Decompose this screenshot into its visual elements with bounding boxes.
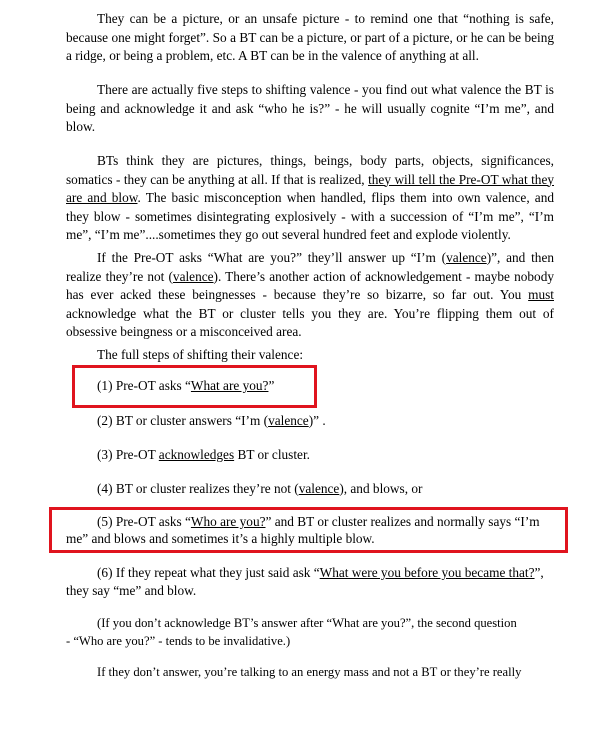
- step-5-line-2: me” and blows and sometimes it’s a highly multiple blow.: [66, 531, 375, 546]
- paragraph-five-steps: There are actually five steps to shifting valence - you find out what valence the BT is being and acknowledge it and ask “who he is?” - he will usually cognite “I’m me”, and blow.: [66, 82, 554, 134]
- step-6-line-1: (6) If they repeat what they just said ask “What were you before you became that?”,: [97, 565, 544, 580]
- step-4: (4) BT or cluster realizes they’re not (valence), and blows, or: [97, 481, 423, 496]
- step-2: (2) BT or cluster answers “I’m (valence)” .: [97, 413, 326, 428]
- paragraph-picture: They can be a picture, or an unsafe picture - to remind one that “nothing is safe, because one might forget”. So a BT can be a picture, or part of a picture, or he can be being a ridge, or being a problem, etc. A BT can be in the valence of anything at all.: [66, 11, 554, 63]
- underlined-phrase: they will tell the Pre-OT what they are and blow: [66, 171, 554, 205]
- last-paragraph: If they don’t answer, you’re talking to an energy mass and not a BT or they’re really: [97, 665, 522, 679]
- note-line-1: (If you don’t acknowledge BT’s answer after “What are you?”, the second question: [97, 616, 517, 630]
- note-line-2: - “Who are you?” - tends to be invalidative.): [66, 634, 291, 648]
- step-3: (3) Pre-OT acknowledges BT or cluster.: [97, 447, 310, 462]
- paragraph-what-are-you: If the Pre-OT asks “What are you?” they’ll answer up “I’m (valence)”, and then realize they’re not (valence). There’s another action of acknowledgement - maybe nobody has ever acked these beingnesses - because they’re so bizarre, so far out. You must acknowledge what the BT or cluster tells you they are. You’re flipping them out of obsessive beingness or a misconceived area.: [66, 250, 554, 339]
- step-6-line-2: they say “me” and blow.: [66, 583, 197, 598]
- paragraph-full-steps: The full steps of shifting their valence:: [97, 347, 304, 362]
- step-1: (1) Pre-OT asks “What are you?”: [97, 378, 275, 393]
- paragraph-bts-think: BTs think they are pictures, things, beings, body parts, objects, significances, somatics - they can be anything at all. If that is realized, they will tell the Pre-OT what they are and blow. The basic misconception when handled, flips them into own valence, and they blow - sometimes disintegrating explosively - with a succession of “I’m me”, “I’m me”, “I’m me”....sometimes they go out several hundred feet and explode violently.: [66, 153, 555, 242]
- step-5-line-1: (5) Pre-OT asks “Who are you?” and BT or cluster realizes and normally says “I’m: [97, 514, 540, 529]
